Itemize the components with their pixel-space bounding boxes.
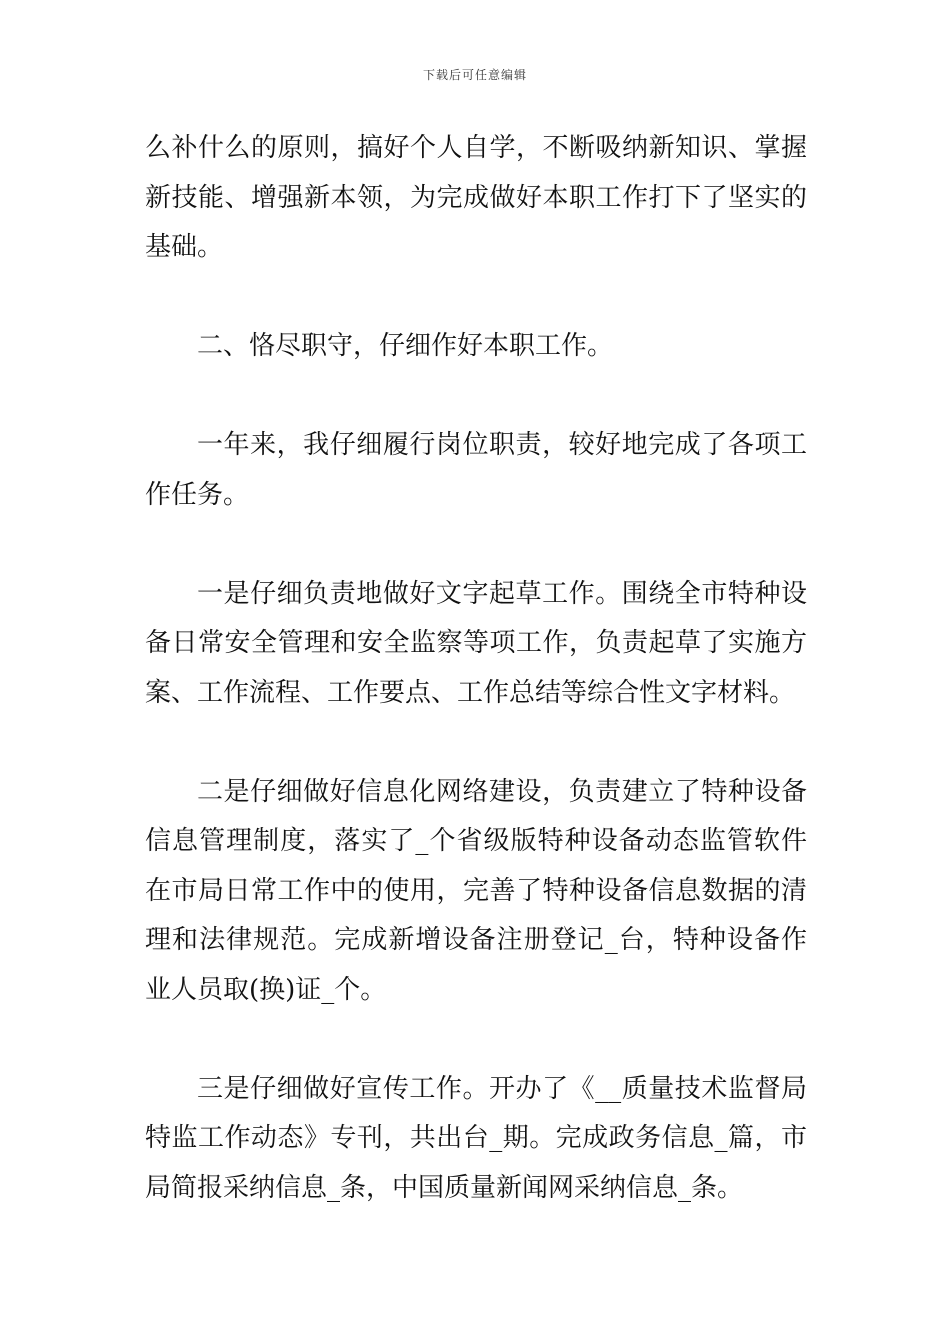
paragraph-gap bbox=[145, 1015, 807, 1065]
paragraph-gap bbox=[145, 718, 807, 768]
section-heading: 二、恪尽职守，仔细作好本职工作。 bbox=[197, 331, 614, 361]
paragraph: 二是仔细做好信息化网络建设，负责建立了特种设备信息管理制度，落实了_个省级版特种设备动态监管软件在市局日常工作中的使用，完善了特种设备信息数据的清理和法律规范。完成新增设备注册登记_台，特种设备作业人员取(换)证_个。 bbox=[145, 776, 807, 1005]
paragraph-continued: 么补什么的原则，搞好个人自学，不断吸纳新知识、掌握新技能、增强新本领，为完成做好本职工作打下了坚实的基础。 bbox=[145, 133, 807, 262]
paragraph-gap bbox=[145, 372, 807, 422]
paragraph: 一是仔细负责地做好文字起草工作。围绕全市特种设备日常安全管理和安全监察等项工作，负责起草了实施方案、工作流程、工作要点、工作总结等综合性文字材料。 bbox=[145, 578, 807, 708]
header-note: 下载后可任意编辑 bbox=[422, 68, 527, 82]
paragraph: 三是仔细做好宣传工作。开办了《__质量技术监督局特监工作动态》专刊，共出台_期。完成政务信息_篇，市局简报采纳信息_条，中国质量新闻网采纳信息_条。 bbox=[145, 1073, 807, 1203]
paragraph-gap bbox=[145, 273, 807, 323]
paragraph: 一年来，我仔细履行岗位职责，较好地完成了各项工作任务。 bbox=[145, 430, 807, 510]
document-body bbox=[145, 124, 807, 1213]
paragraph-gap bbox=[145, 520, 807, 570]
